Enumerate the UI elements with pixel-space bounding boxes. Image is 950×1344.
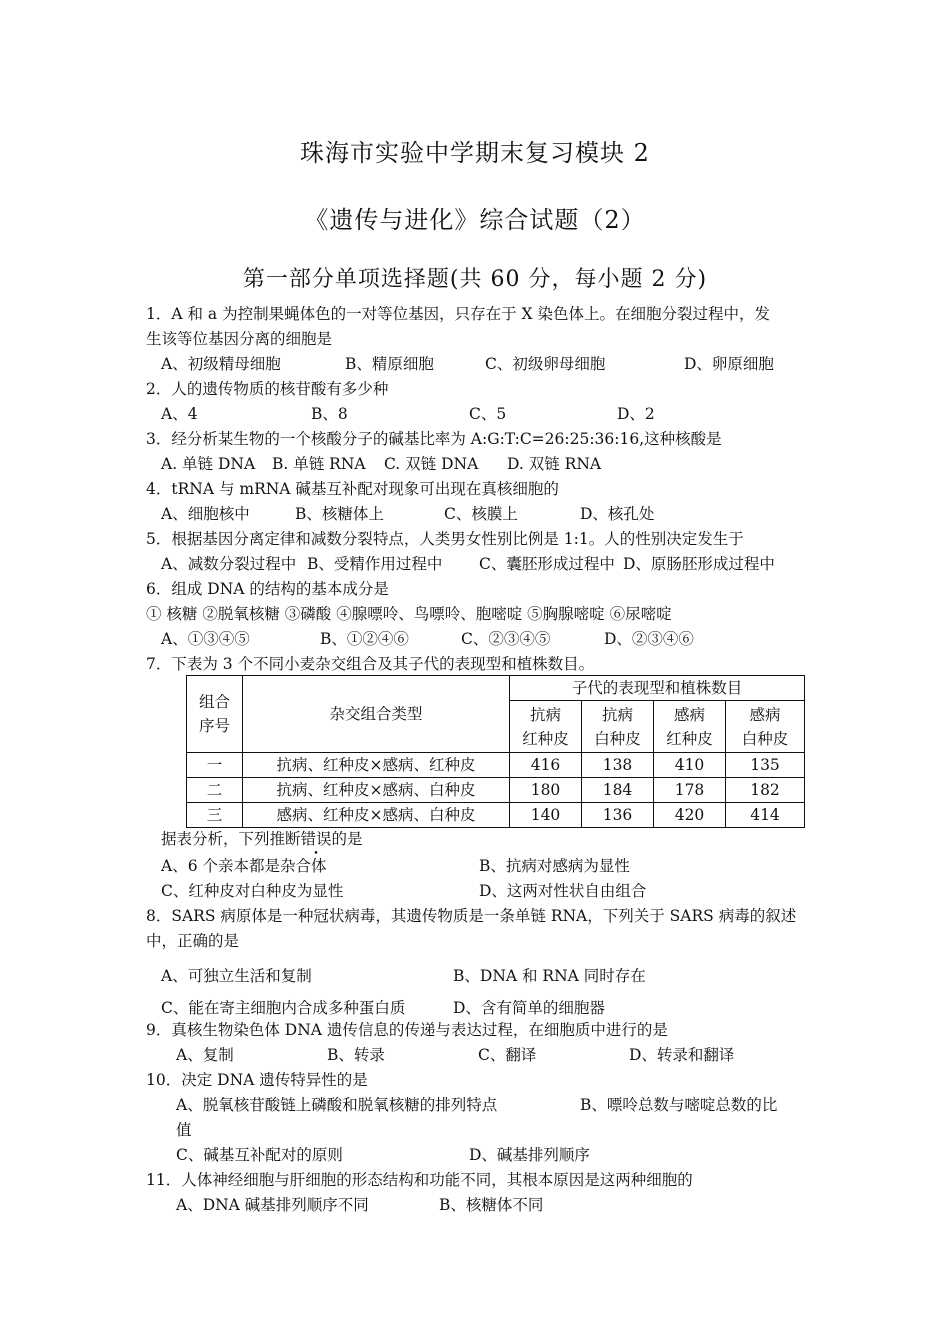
header-col-2: 抗病 白种皮 (582, 701, 654, 753)
q7-option-d[interactable]: D、这两对性状自由组合 (479, 882, 647, 900)
q4-option-a[interactable]: A、细胞核中 (161, 505, 250, 523)
q8-option-d[interactable]: D、含有简单的细胞器 (453, 999, 605, 1017)
exam-title: 珠海市实验中学期末复习模块 2 (300, 139, 650, 167)
q10-option-b[interactable]: B、嘌呤总数与嘧啶总数的比 (580, 1096, 778, 1114)
q4-option-d[interactable]: D、核孔处 (580, 505, 655, 523)
q5-option-b[interactable]: B、受精作用过程中 (307, 555, 443, 573)
q2-option-d[interactable]: D、2 (617, 405, 655, 423)
table-row: 三 感病、红种皮×感病、白种皮 140 136 420 414 (187, 803, 805, 828)
q6-option-c[interactable]: C、②③④⑤ (461, 630, 551, 648)
header-col-3: 感病 红种皮 (654, 701, 726, 753)
q10-option-d[interactable]: D、碱基排列顺序 (469, 1146, 590, 1164)
q10-option-c[interactable]: C、碱基互补配对的原则 (176, 1146, 343, 1164)
emphasis-wrong: 错误 (300, 830, 332, 848)
q8-stem-line1: 8．SARS 病原体是一种冠状病毒，其遗传物质是一条单链 RNA，下列关于 SARS 病毒的叙述 (146, 907, 797, 925)
q9-option-c[interactable]: C、翻译 (478, 1046, 537, 1064)
q3-option-c[interactable]: C. 双链 DNA (384, 455, 479, 473)
q1-option-a[interactable]: A、初级精母细胞 (161, 355, 281, 373)
q2-option-c[interactable]: C、5 (469, 405, 507, 423)
q4-option-b[interactable]: B、核糖体上 (295, 505, 384, 523)
q8-option-c[interactable]: C、能在寄主细胞内合成多种蛋白质 (161, 999, 406, 1017)
q3-option-a[interactable]: A. 单链 DNA (161, 455, 256, 473)
q10-option-b-continued: 值 (176, 1121, 192, 1139)
q7-option-c[interactable]: C、红种皮对白种皮为显性 (161, 882, 344, 900)
q6-option-a[interactable]: A、①③④⑤ (161, 630, 250, 648)
header-cross-type: 杂交组合类型 (243, 676, 510, 753)
q2-stem: 2．人的遗传物质的核苷酸有多少种 (146, 380, 389, 398)
q1-stem-line1: 1．A 和 a 为控制果蝇体色的一对等位基因，只存在于 X 染色体上。在细胞分裂过程中，发 (146, 305, 770, 323)
q11-stem: 11．人体神经细胞与肝细胞的形态结构和功能不同，其根本原因是这两种细胞的 (146, 1171, 693, 1189)
cross-results-table (186, 675, 805, 828)
q7-option-b[interactable]: B、抗病对感病为显性 (479, 857, 630, 875)
q11-option-b[interactable]: B、核糖体不同 (439, 1196, 544, 1214)
q1-option-b[interactable]: B、精原细胞 (345, 355, 434, 373)
q6-components-list: ① 核糖 ②脱氧核糖 ③磷酸 ④腺嘌呤、鸟嘌呤、胞嘧啶 ⑤胸腺嘧啶 ⑥尿嘧啶 (146, 605, 672, 623)
q5-option-c[interactable]: C、囊胚形成过程中 (479, 555, 615, 573)
q9-option-a[interactable]: A、复制 (176, 1046, 234, 1064)
q10-stem: 10．决定 DNA 遗传特异性的是 (146, 1071, 368, 1089)
q7-stem: 7．下表为 3 个不同小麦杂交组合及其子代的表现型和植株数目。 (146, 655, 595, 673)
q6-option-d[interactable]: D、②③④⑥ (604, 630, 694, 648)
q5-stem: 5．根据基因分离定律和减数分裂特点，人类男女性别比例是 1:1。人的性别决定发生于 (146, 530, 744, 548)
exam-subtitle: 《遗传与进化》综合试题（2） (304, 206, 646, 234)
q6-option-b[interactable]: B、①②④⑥ (320, 630, 409, 648)
q5-option-d[interactable]: D、原肠胚形成过程中 (623, 555, 775, 573)
q9-stem: 9．真核生物染色体 DNA 遗传信息的传递与表达过程，在细胞质中进行的是 (146, 1021, 668, 1039)
table-row: 一 抗病、红种皮×感病、红种皮 416 138 410 135 (187, 753, 805, 778)
q5-option-a[interactable]: A、减数分裂过程中 (161, 555, 297, 573)
header-col-4: 感病 白种皮 (726, 701, 805, 753)
section-heading: 第一部分单项选择题(共 60 分，每小题 2 分) (242, 267, 708, 292)
q8-option-b[interactable]: B、DNA 和 RNA 同时存在 (453, 967, 646, 985)
q1-option-d[interactable]: D、卵原细胞 (684, 355, 774, 373)
q6-stem: 6．组成 DNA 的结构的基本成分是 (146, 580, 389, 598)
q3-stem: 3．经分析某生物的一个核酸分子的碱基比率为 A:G:T:C=26:25:36:16,这种核酸是 (146, 430, 722, 448)
q4-option-c[interactable]: C、核膜上 (444, 505, 518, 523)
q8-option-a[interactable]: A、可独立生活和复制 (161, 967, 312, 985)
table-row: 二 抗病、红种皮×感病、白种皮 180 184 178 182 (187, 778, 805, 803)
q3-option-d[interactable]: D. 双链 RNA (507, 455, 602, 473)
q2-option-a[interactable]: A、4 (161, 405, 198, 423)
q4-stem: 4．tRNA 与 mRNA 碱基互补配对现象可出现在真核细胞的 (146, 480, 559, 498)
q3-option-b[interactable]: B. 单链 RNA (272, 455, 366, 473)
q7-question: 据表分析，下列推断错误的是 (161, 830, 363, 848)
q10-option-a[interactable]: A、脱氧核苷酸链上磷酸和脱氧核糖的排列特点 (176, 1096, 498, 1114)
q9-option-b[interactable]: B、转录 (327, 1046, 385, 1064)
header-group-no: 组合 序号 (187, 676, 243, 753)
header-offspring: 子代的表现型和植株数目 (510, 676, 805, 701)
q7-option-a[interactable]: A、6 个亲本都是杂合体 (161, 857, 327, 875)
q9-option-d[interactable]: D、转录和翻译 (629, 1046, 735, 1064)
q2-option-b[interactable]: B、8 (311, 405, 348, 423)
q11-option-a[interactable]: A、DNA 碱基排列顺序不同 (176, 1196, 369, 1214)
q1-stem-line2: 生该等位基因分离的细胞是 (146, 330, 333, 348)
header-col-1: 抗病 红种皮 (510, 701, 582, 753)
q1-option-c[interactable]: C、初级卵母细胞 (485, 355, 606, 373)
q8-stem-line2: 中，正确的是 (146, 932, 240, 950)
